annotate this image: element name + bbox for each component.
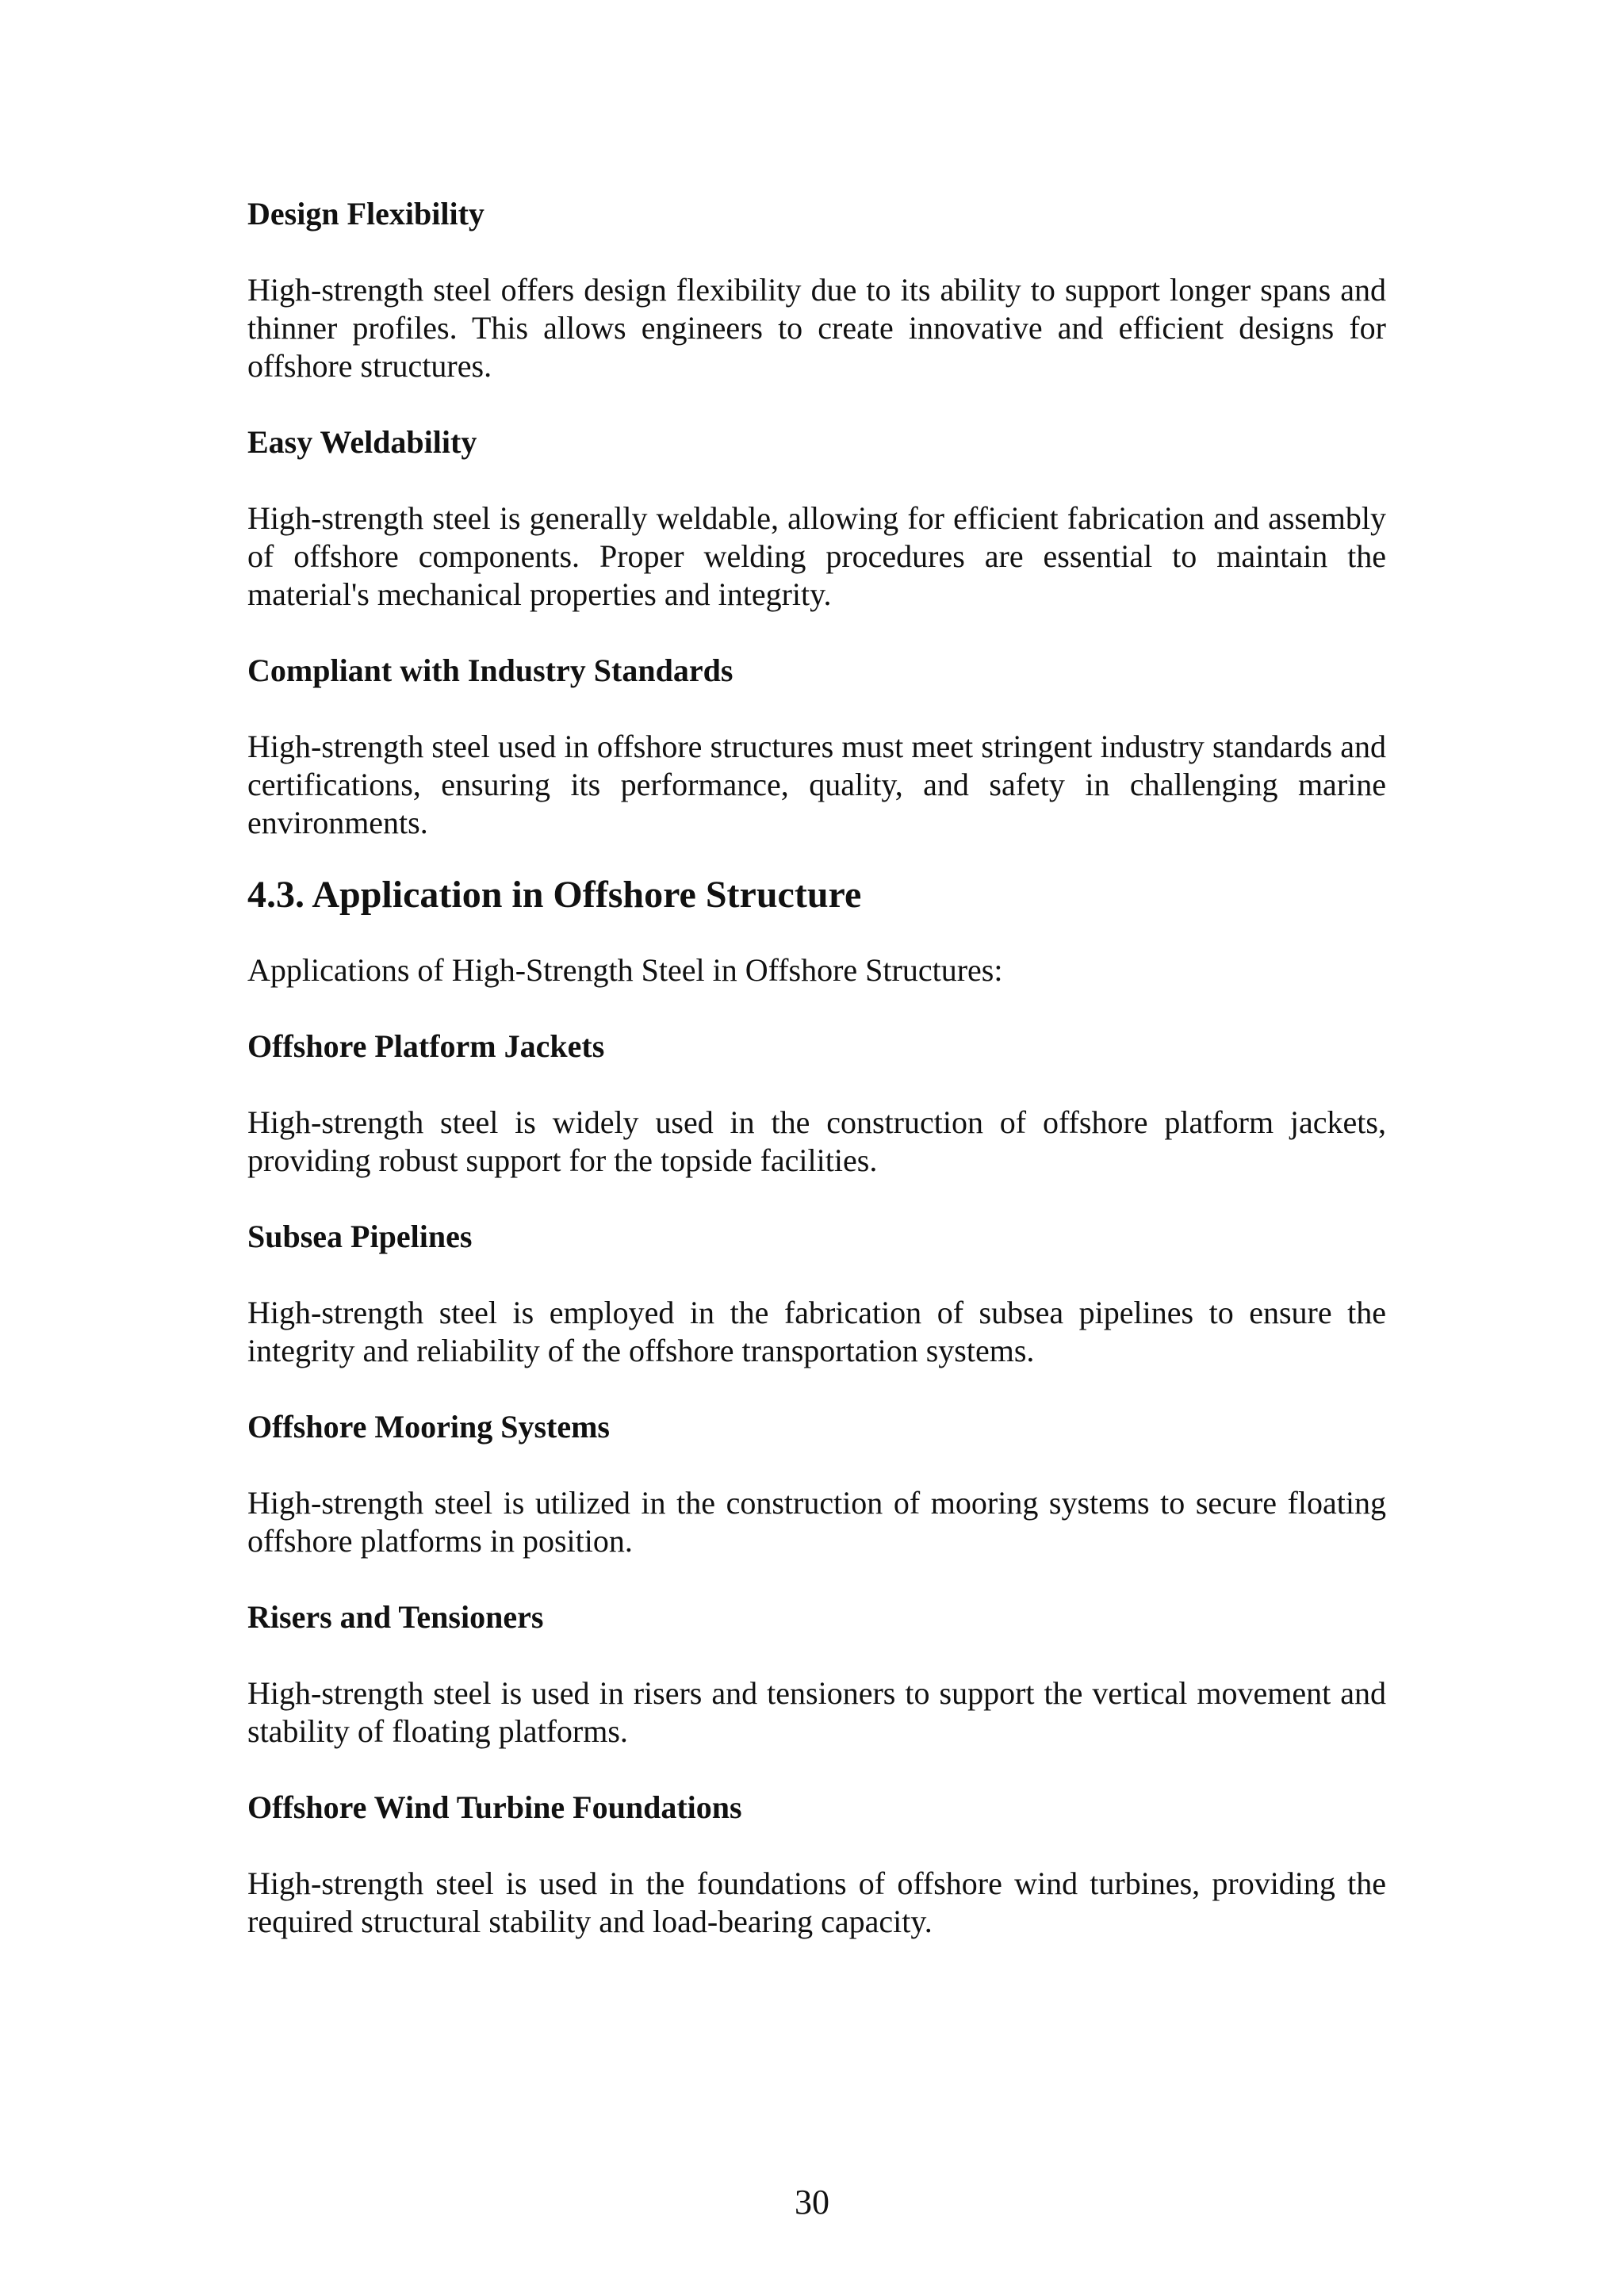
- subheading-risers-tensioners: Risers and Tensioners: [247, 1599, 544, 1635]
- section-heading-application: 4.3. Application in Offshore Structure: [247, 874, 862, 916]
- subheading-platform-jackets: Offshore Platform Jackets: [247, 1028, 605, 1064]
- subheading-design-flexibility: Design Flexibility: [247, 196, 485, 232]
- paragraph-easy-weldability: High-strength steel is generally weldable, allowing for efficient fabrication and assembly of offshore components. Proper welding procedures are essential to maintain the material's mechanical properties and integrity.: [247, 500, 1386, 612]
- paragraph-risers-tensioners: High-strength steel is used in risers and tensioners to support the vertical movement and stability of floating platforms.: [247, 1675, 1386, 1749]
- paragraph-mooring-systems: High-strength steel is utilized in the construction of mooring systems to secure floating offshore platforms in position.: [247, 1485, 1386, 1559]
- subheading-compliant-standards: Compliant with Industry Standards: [247, 652, 733, 688]
- subheading-mooring-systems: Offshore Mooring Systems: [247, 1409, 610, 1445]
- paragraph-design-flexibility: High-strength steel offers design flexibility due to its ability to support longer spans and thinner profiles. This allows engineers to create innovative and efficient designs for offshore structures.: [247, 272, 1386, 384]
- paragraph-applications-intro: Applications of High-Strength Steel in Offshore Structures:: [247, 952, 1003, 988]
- subheading-wind-turbine-foundations: Offshore Wind Turbine Foundations: [247, 1789, 742, 1825]
- paragraph-subsea-pipelines: High-strength steel is employed in the fabrication of subsea pipelines to ensure the integrity and reliability of the offshore transportation systems.: [247, 1295, 1386, 1368]
- subheading-easy-weldability: Easy Weldability: [247, 424, 477, 460]
- subheading-subsea-pipelines: Subsea Pipelines: [247, 1219, 473, 1254]
- page-number: 30: [795, 2183, 829, 2221]
- page-content: [247, 195, 1386, 1941]
- paragraph-compliant-standards: High-strength steel used in offshore structures must meet stringent industry standards and certifications, ensuring its performance, quality, and safety in challenging marine environments.: [247, 729, 1386, 840]
- paragraph-platform-jackets: High-strength steel is widely used in the construction of offshore platform jackets, providing robust support for the topside facilities.: [247, 1104, 1386, 1178]
- paragraph-wind-turbine-foundations: High-strength steel is used in the foundations of offshore wind turbines, providing the required structural stability and load-bearing capacity.: [247, 1866, 1386, 1939]
